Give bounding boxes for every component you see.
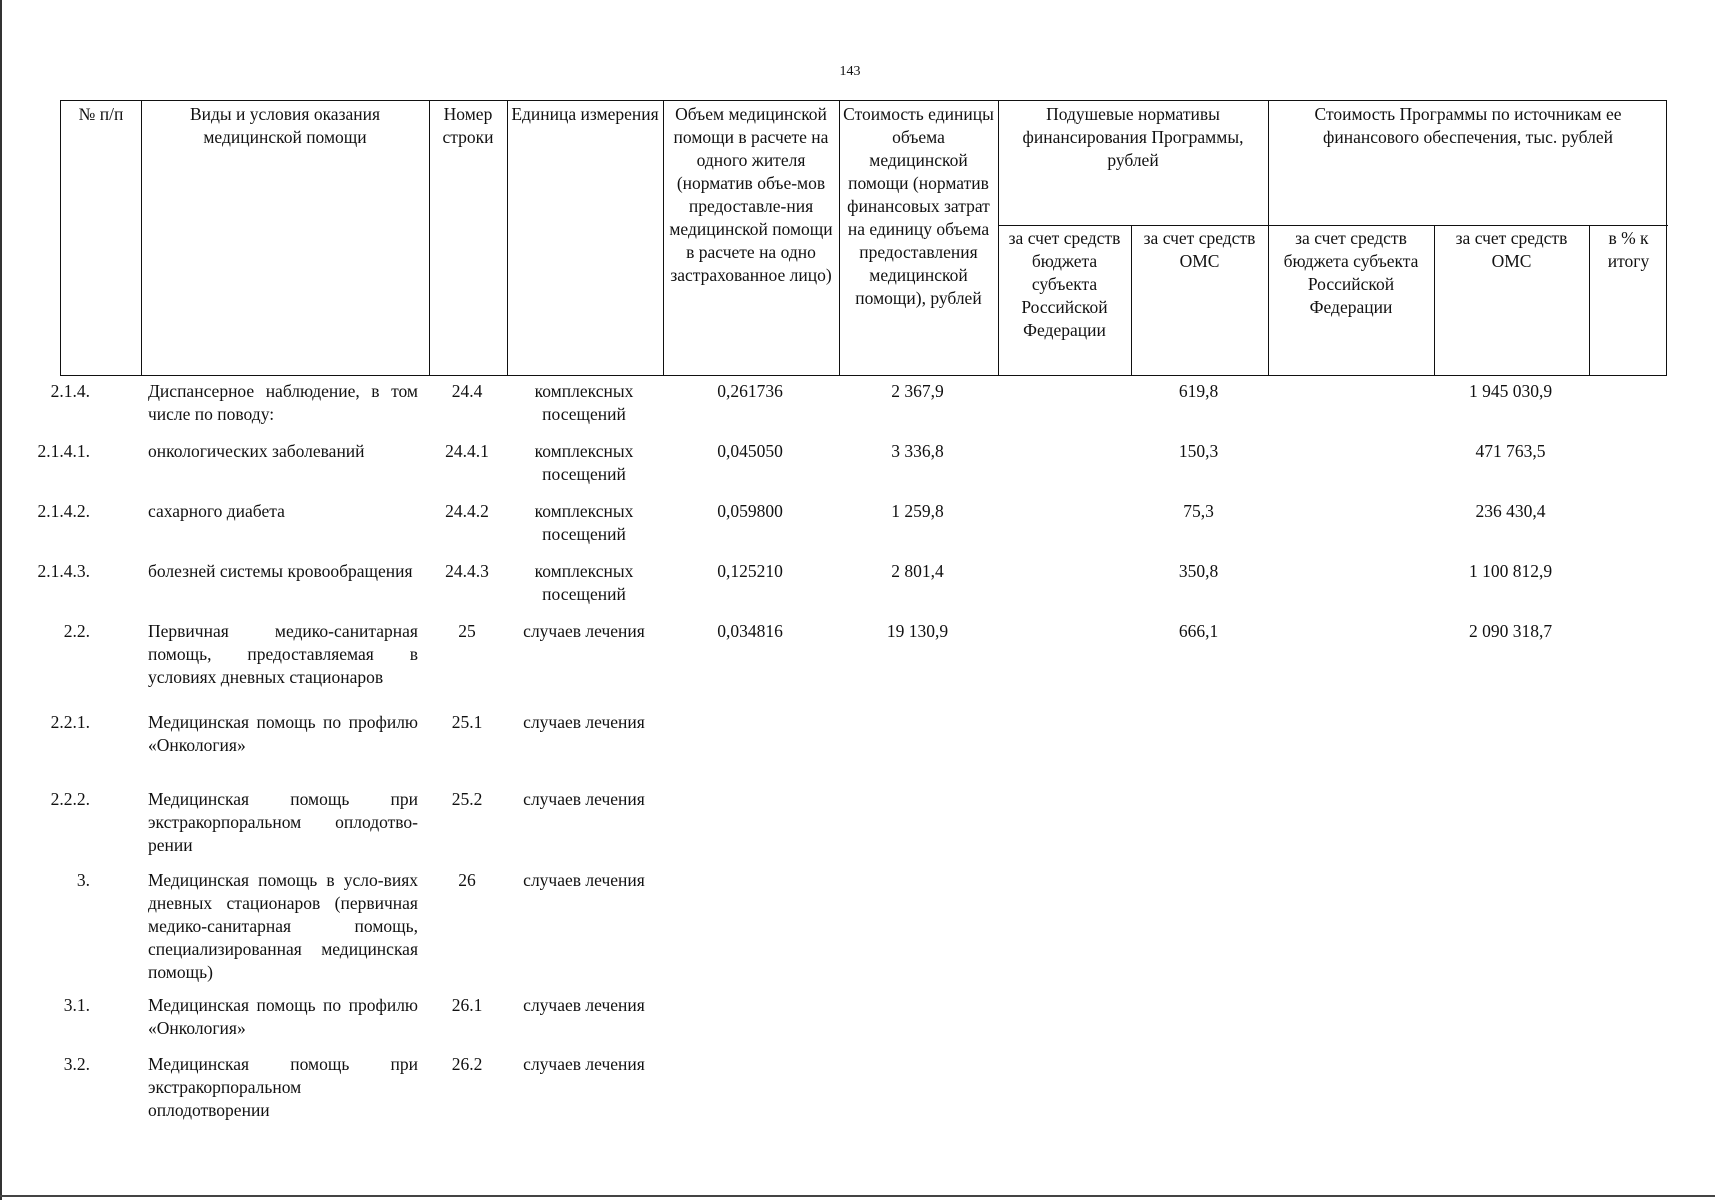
row-line-cell: 26 xyxy=(458,870,476,890)
page-frame-bottom xyxy=(0,1195,1715,1197)
row-name-cell: онкологических заболеваний xyxy=(148,441,365,461)
page-number: 143 xyxy=(839,64,861,79)
row-volume-cell: 0,125210 xyxy=(717,561,783,581)
row-unit-cell: случаев лечения xyxy=(523,1054,645,1074)
row-unit-cell: случаев лечения xyxy=(523,712,645,732)
row-oms-cell: 2 090 318,7 xyxy=(1468,621,1553,641)
row-line-cell: 24.4 xyxy=(451,381,483,401)
row-volume-cell: 0,045050 xyxy=(717,441,783,461)
row-unit-cell: комплексных посещений xyxy=(534,561,634,604)
row-pc-oms-cell: 666,1 xyxy=(1178,621,1219,641)
row-volume-cell: 0,261736 xyxy=(717,381,783,401)
row-name-cell: болезней системы кровообращения xyxy=(148,561,413,581)
header-unit: Единица измерения xyxy=(511,104,659,124)
header-cost-unit: Стоимость единицы объема медицинской помощи (норматив финансовых затрат на единицу объема предоставления медицинской помощи), рублей xyxy=(843,104,994,308)
header-row-number: Номер строки xyxy=(442,104,494,147)
row-number-cell: 3.1. xyxy=(63,995,90,1015)
header-subdivider xyxy=(998,225,1668,226)
row-unit-cell: случаев лечения xyxy=(523,870,645,890)
row-cost-cell: 1 259,8 xyxy=(891,501,944,521)
row-pc-oms-cell: 150,3 xyxy=(1178,441,1219,461)
row-unit-cell: комплексных посещений xyxy=(534,501,634,544)
row-oms-cell: 1 100 812,9 xyxy=(1468,561,1553,581)
page-frame-left xyxy=(0,0,2,1200)
row-volume-cell: 0,034816 xyxy=(717,621,783,641)
header-num: № п/п xyxy=(78,104,124,124)
row-cost-cell: 3 336,8 xyxy=(891,441,944,461)
row-line-cell: 25.1 xyxy=(451,712,483,732)
row-oms-cell: 1 945 030,9 xyxy=(1468,381,1553,401)
header-cost-oms: за счет средств ОМС xyxy=(1455,228,1568,271)
row-name-cell: Медицинская помощь по профилю «Онкология» xyxy=(148,712,418,755)
row-line-cell: 24.4.2 xyxy=(445,501,489,521)
row-oms-cell: 471 763,5 xyxy=(1475,441,1546,461)
header-program-cost: Стоимость Программы по источникам ее финансового обеспечения, тыс. рублей xyxy=(1314,104,1622,147)
row-name-cell: Первичная медико-санитарная помощь, предоставляемая в условиях дневных стационаров xyxy=(148,621,418,687)
row-unit-cell: случаев лечения xyxy=(523,995,645,1015)
row-name-cell: Диспансерное наблюдение, в том числе по поводу: xyxy=(148,381,418,424)
row-line-cell: 24.4.1 xyxy=(445,441,489,461)
header-pc-budget: за счет средств бюджета субъекта Российской Федерации xyxy=(1008,228,1121,340)
header-cost-budget: за счет средств бюджета субъекта Российской Федерации xyxy=(1283,228,1419,317)
header-volume: Объем медицинской помощи в расчете на одного жителя (норматив объе-мов предоставле-ния медицинской помощи в расчете на одно застрахованное лицо) xyxy=(669,104,833,285)
header-kinds: Виды и условия оказания медицинской помощи xyxy=(189,104,381,147)
row-name-cell: Медицинская помощь при экстракорпоральном оплодотво-рении xyxy=(148,789,418,855)
row-number-cell: 2.2. xyxy=(63,621,90,641)
row-name-cell: Медицинская помощь при экстракорпоральном оплодотворении xyxy=(148,1054,418,1120)
header-divider xyxy=(507,101,508,375)
row-unit-cell: случаев лечения xyxy=(523,789,645,809)
row-line-cell: 25.2 xyxy=(451,789,483,809)
row-number-cell: 3. xyxy=(76,870,90,890)
row-unit-cell: случаев лечения xyxy=(523,621,645,641)
row-cost-cell: 2 367,9 xyxy=(891,381,944,401)
row-line-cell: 24.4.3 xyxy=(445,561,489,581)
row-name-cell: Медицинская помощь в усло-виях дневных стационаров (первичная медико-санитарная помощь, специализированная медицинская помощь) xyxy=(148,870,418,982)
row-unit-cell: комплексных посещений xyxy=(534,381,634,424)
row-name-cell: Медицинская помощь по профилю «Онкология» xyxy=(148,995,418,1038)
row-number-cell: 2.1.4.1. xyxy=(37,441,90,461)
row-pc-oms-cell: 350,8 xyxy=(1178,561,1219,581)
row-number-cell: 3.2. xyxy=(63,1054,90,1074)
row-number-cell: 2.1.4.3. xyxy=(37,561,90,581)
row-unit-cell: комплексных посещений xyxy=(534,441,634,484)
row-line-cell: 26.2 xyxy=(451,1054,483,1074)
row-volume-cell: 0,059800 xyxy=(717,501,783,521)
header-cost-pct: в % к итогу xyxy=(1607,228,1650,271)
row-number-cell: 2.1.4.2. xyxy=(37,501,90,521)
table-header xyxy=(60,100,1667,376)
row-number-cell: 2.2.2. xyxy=(50,789,90,809)
row-line-cell: 25 xyxy=(458,621,476,641)
header-pc-oms: за счет средств ОМС xyxy=(1143,228,1256,271)
row-oms-cell: 236 430,4 xyxy=(1475,501,1546,521)
row-number-cell: 2.2.1. xyxy=(50,712,90,732)
row-line-cell: 26.1 xyxy=(451,995,483,1015)
row-number-cell: 2.1.4. xyxy=(50,381,90,401)
row-name-cell: сахарного диабета xyxy=(148,501,285,521)
row-cost-cell: 2 801,4 xyxy=(891,561,944,581)
row-pc-oms-cell: 75,3 xyxy=(1183,501,1214,521)
row-cost-cell: 19 130,9 xyxy=(886,621,949,641)
header-per-capita: Подушевые нормативы финансирования Программы, рублей xyxy=(1022,104,1244,170)
row-pc-oms-cell: 619,8 xyxy=(1178,381,1219,401)
